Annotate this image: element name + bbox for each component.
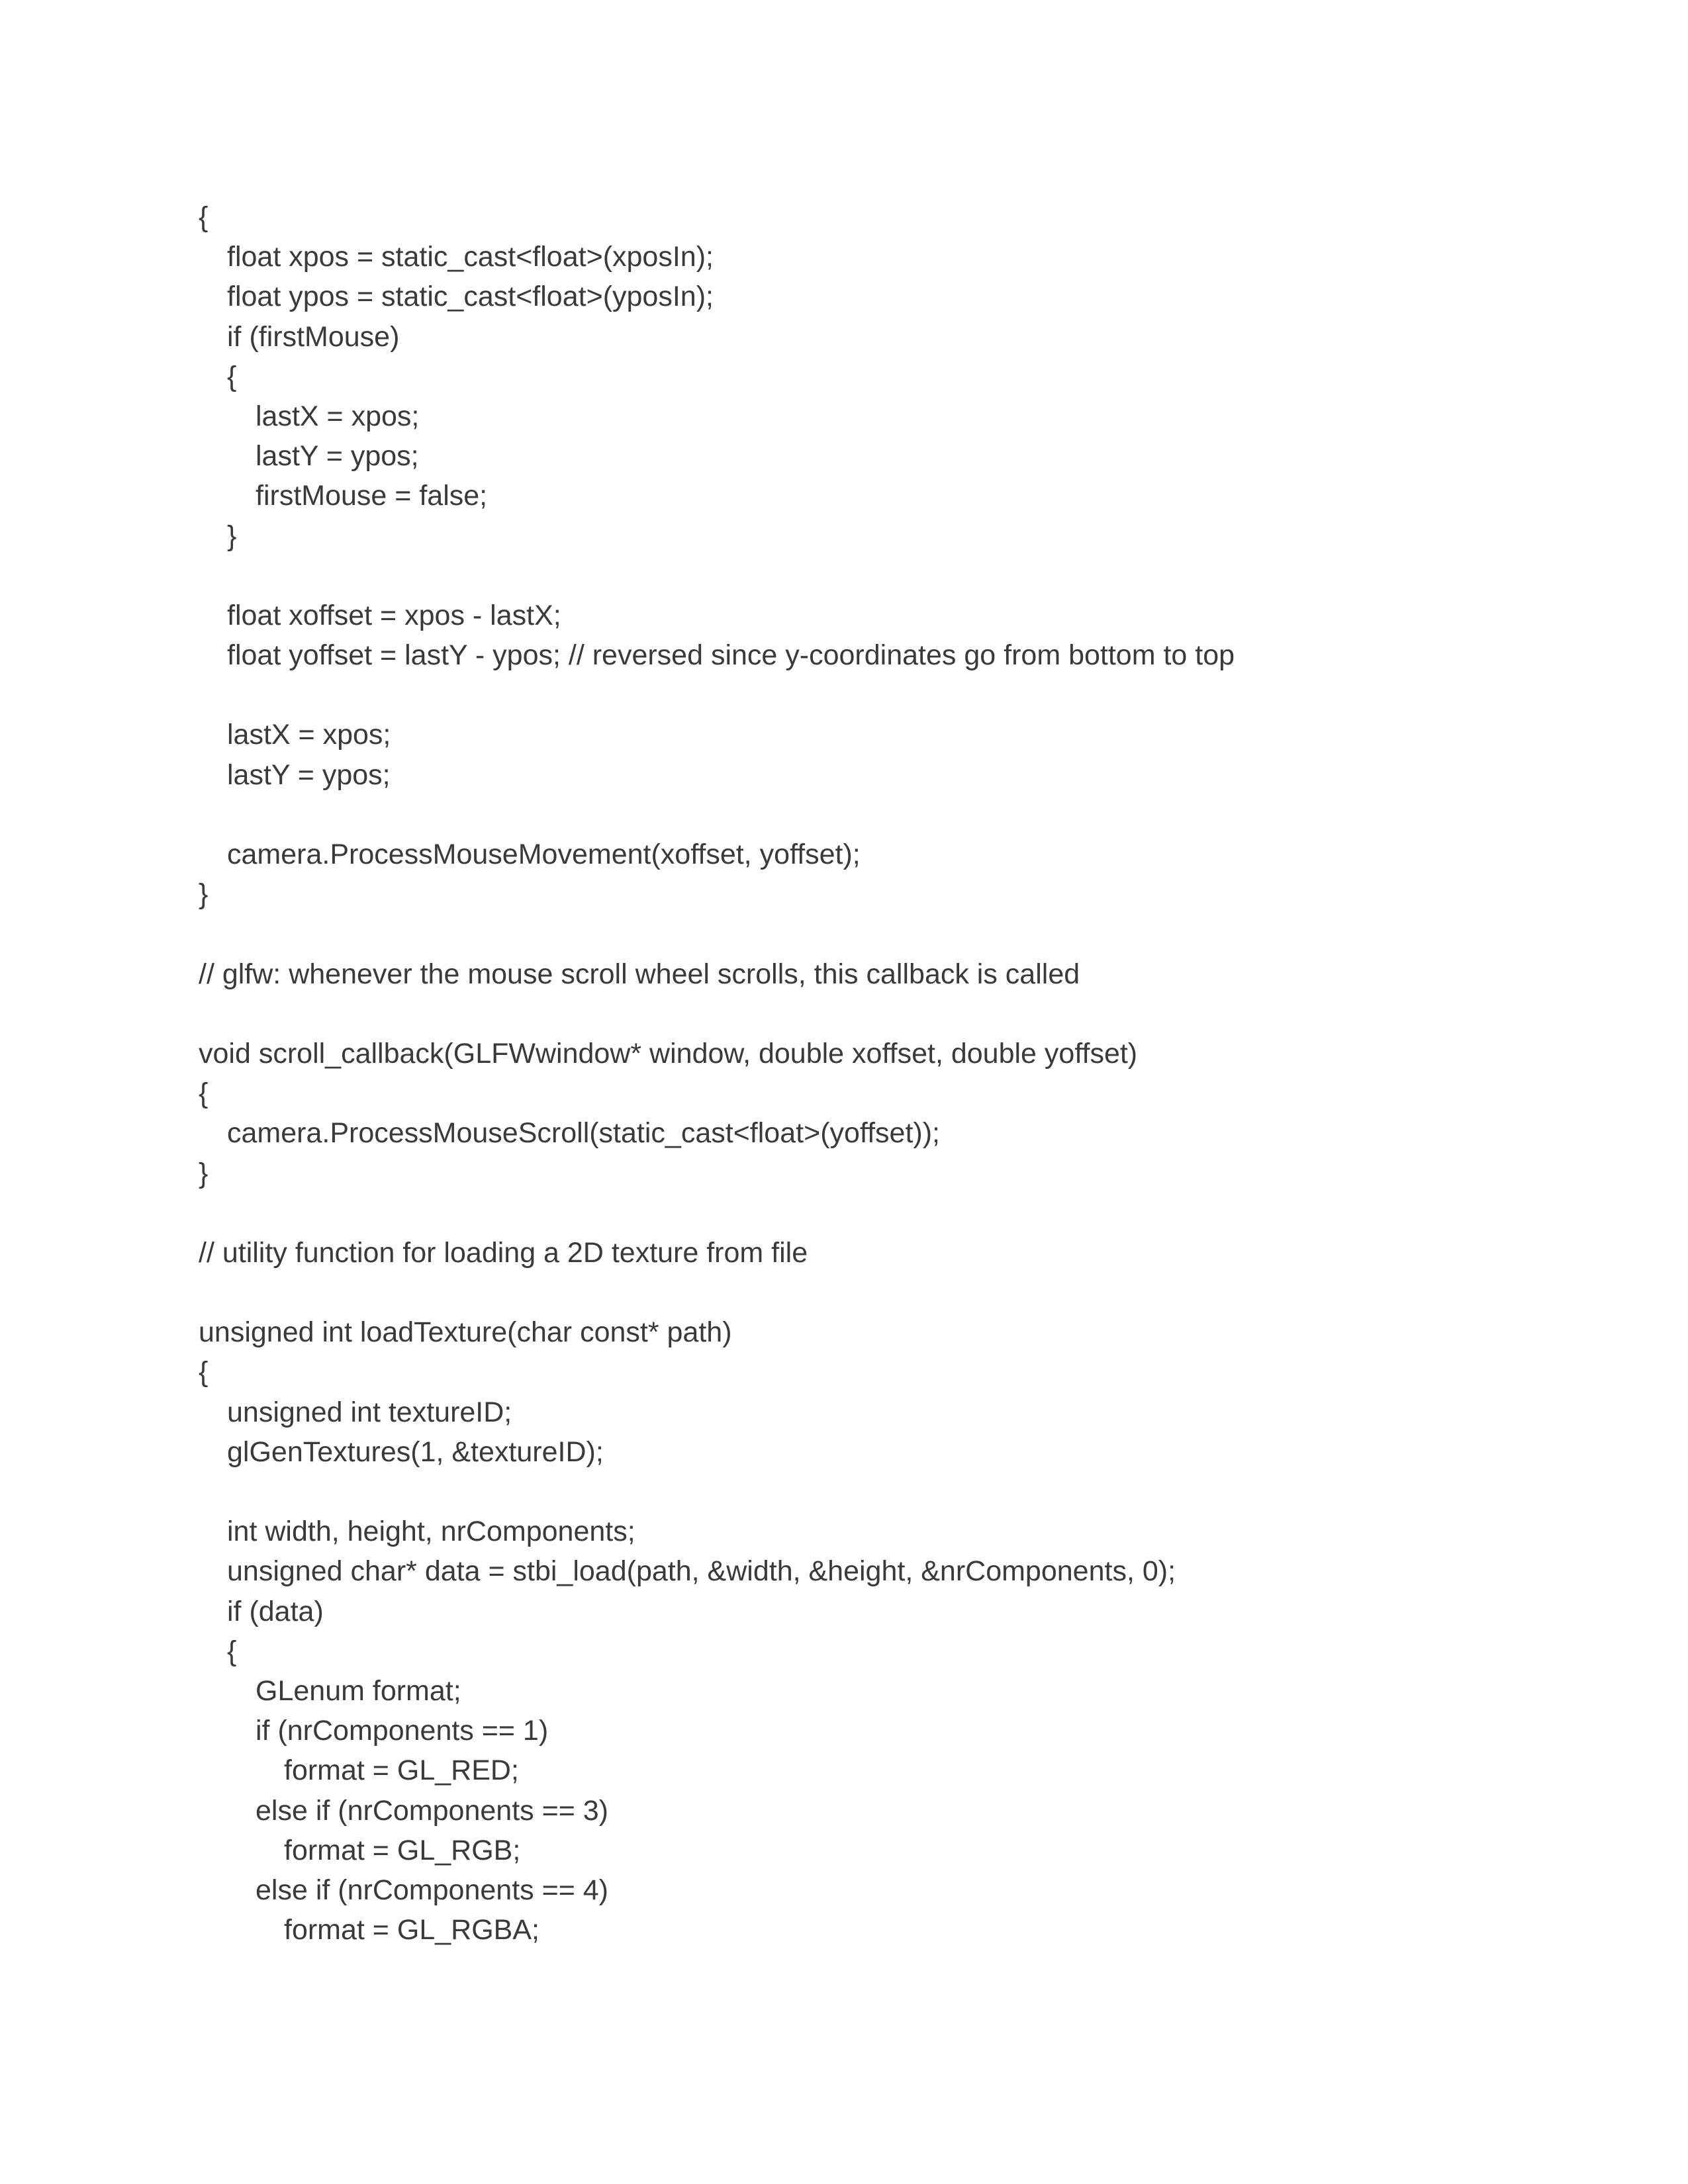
code-line: float xpos = static_cast<float>(xposIn); [227,241,714,273]
function-signature: void scroll_callback(GLFWwindow* window, double xoffset, double yoffset) [199,1037,1138,1069]
blank-line [199,556,1523,596]
blank-line [199,675,1523,715]
code-line: firstMouse = false; [256,480,488,512]
code-line: { [199,1077,209,1110]
code-comment: // utility function for loading a 2D texture from file [199,1236,808,1269]
code-line: camera.ProcessMouseScroll(static_cast<float>(yoffset)); [227,1117,940,1150]
code-listing [199,197,1523,1950]
code-line: float xoffset = xpos - lastX; [227,599,561,631]
blank-line [199,994,1523,1034]
code-line: { [227,1635,237,1667]
code-line: float ypos = static_cast<float>(yposIn); [227,281,714,313]
code-line: format = GL_RGBA; [284,1914,539,1946]
code-line: unsigned int textureID; [227,1396,512,1428]
blank-line [199,1193,1523,1233]
code-line: format = GL_RGB; [284,1834,521,1866]
code-line: else if (nrComponents == 4) [256,1874,608,1906]
code-line: GLenum format; [256,1674,461,1707]
code-line: } [227,520,237,552]
code-line: else if (nrComponents == 3) [256,1794,608,1827]
blank-line [199,795,1523,835]
code-line: { [227,360,237,392]
code-comment: // glfw: whenever the mouse scroll wheel scrolls, this callback is called [199,958,1080,990]
blank-line [199,914,1523,954]
code-line: camera.ProcessMouseMovement(xoffset, yoffset); [227,839,861,870]
code-line: unsigned char* data = stbi_load(path, &width, &height, &nrComponents, 0); [227,1555,1176,1588]
blank-line [199,1273,1523,1312]
code-line: glGenTextures(1, &textureID); [227,1435,604,1468]
code-line: if (data) [227,1595,324,1627]
code-line: lastX = xpos; [256,400,420,432]
code-line: { [199,1356,209,1388]
code-line: } [199,1157,209,1189]
code-line: if (nrComponents == 1) [256,1715,549,1747]
code-line: lastX = xpos; [227,719,391,751]
code-line: lastY = ypos; [227,758,391,791]
code-line: { [199,201,209,233]
code-line: lastY = ypos; [256,440,419,473]
code-line: int width, height, nrComponents; [227,1516,635,1548]
code-line: float yoffset = lastY - ypos; // reversed since y-coordinates go from bottom to top [227,639,1235,672]
function-signature: unsigned int loadTexture(char const* path) [199,1316,732,1349]
code-line: if (firstMouse) [227,320,400,353]
code-line: format = GL_RED; [284,1754,519,1787]
blank-line [199,1472,1523,1512]
code-line: } [199,878,209,911]
